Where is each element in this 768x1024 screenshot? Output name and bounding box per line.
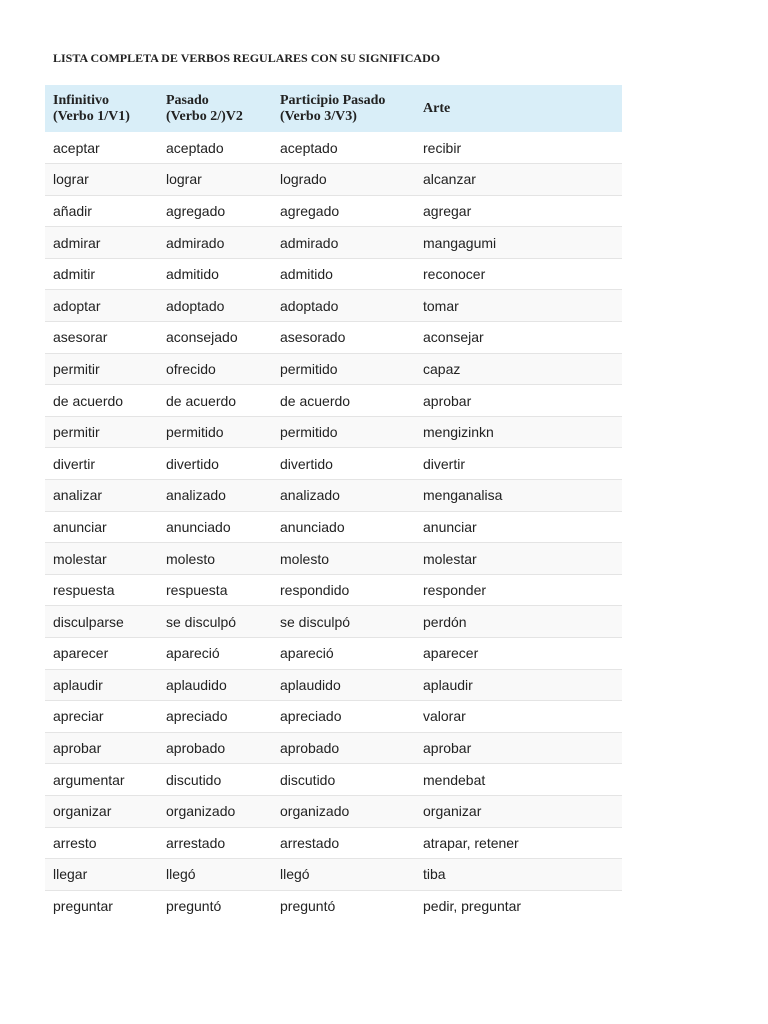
table-row bbox=[45, 353, 622, 385]
cell-pasado: organizado bbox=[166, 803, 236, 820]
cell-infinitivo: apreciar bbox=[53, 708, 104, 725]
header-arte-line-1: Arte bbox=[423, 100, 451, 116]
header-pasado bbox=[158, 85, 272, 132]
table-row bbox=[45, 195, 622, 227]
table-row bbox=[45, 132, 622, 164]
table-row bbox=[45, 732, 622, 764]
cell-infinitivo: asesorar bbox=[53, 329, 108, 346]
cell-infinitivo: permitir bbox=[53, 424, 100, 441]
cell-participio: se disculpó bbox=[280, 613, 351, 630]
table-row bbox=[45, 827, 622, 859]
cell-infinitivo: divertir bbox=[53, 455, 96, 472]
table-header bbox=[45, 85, 622, 132]
cell-pasado: molesto bbox=[166, 550, 216, 567]
table-row bbox=[45, 890, 622, 922]
table-row bbox=[45, 543, 622, 575]
cell-infinitivo: respuesta bbox=[53, 582, 115, 599]
table-row bbox=[45, 416, 622, 448]
cell-pasado: analizado bbox=[166, 487, 226, 504]
cell-arte: reconocer bbox=[423, 266, 486, 283]
cell-infinitivo: arresto bbox=[53, 834, 97, 851]
cell-pasado: admitido bbox=[166, 266, 219, 283]
table-row bbox=[45, 258, 622, 290]
cell-participio: analizado bbox=[280, 487, 340, 504]
cell-pasado: se disculpó bbox=[166, 613, 237, 630]
table-row bbox=[45, 511, 622, 543]
cell-infinitivo: aparecer bbox=[53, 645, 109, 662]
header-row bbox=[45, 85, 622, 132]
header-participio bbox=[272, 85, 415, 132]
cell-participio: discutido bbox=[280, 771, 336, 788]
cell-infinitivo: admirar bbox=[53, 234, 101, 251]
table-row bbox=[45, 385, 622, 417]
cell-infinitivo: añadir bbox=[53, 202, 92, 219]
cell-pasado: apareció bbox=[166, 645, 220, 662]
table-row bbox=[45, 764, 622, 796]
cell-arte: aplaudir bbox=[423, 676, 473, 693]
cell-arte: recibir bbox=[423, 139, 462, 156]
cell-pasado: aplaudido bbox=[166, 676, 227, 693]
cell-participio: admirado bbox=[280, 234, 339, 251]
cell-participio: anunciado bbox=[280, 518, 345, 535]
cell-pasado: discutido bbox=[166, 771, 222, 788]
cell-arte: agregar bbox=[423, 202, 472, 219]
cell-infinitivo: adoptar bbox=[53, 297, 101, 314]
table-row bbox=[45, 638, 622, 670]
cell-arte: molestar bbox=[423, 550, 477, 567]
cell-participio: llegó bbox=[280, 866, 310, 883]
cell-pasado: admirado bbox=[166, 234, 225, 251]
cell-pasado: aconsejado bbox=[166, 329, 238, 346]
cell-arte: atrapar, retener bbox=[423, 834, 519, 851]
cell-participio: arrestado bbox=[280, 834, 340, 851]
table-row bbox=[45, 448, 622, 480]
table-row bbox=[45, 290, 622, 322]
cell-arte: pedir, preguntar bbox=[423, 898, 522, 915]
table-row bbox=[45, 795, 622, 827]
cell-arte: mangagumi bbox=[423, 234, 497, 251]
table-row bbox=[45, 164, 622, 196]
cell-participio: asesorado bbox=[280, 329, 346, 346]
cell-participio: organizado bbox=[280, 803, 350, 820]
cell-participio: aprobado bbox=[280, 740, 340, 757]
cell-infinitivo: organizar bbox=[53, 803, 112, 820]
cell-participio: apreciado bbox=[280, 708, 342, 725]
table-row bbox=[45, 322, 622, 354]
cell-participio: admitido bbox=[280, 266, 333, 283]
cell-infinitivo: aplaudir bbox=[53, 676, 103, 693]
cell-participio: respondido bbox=[280, 582, 350, 599]
table-row bbox=[45, 859, 622, 891]
cell-arte: valorar bbox=[423, 708, 466, 725]
header-arte bbox=[415, 85, 622, 132]
cell-arte: divertir bbox=[423, 455, 466, 472]
header-participio-line-1: Participio Pasado bbox=[280, 92, 386, 108]
header-infinitivo bbox=[45, 85, 158, 132]
cell-arte: aparecer bbox=[423, 645, 479, 662]
cell-arte: perdón bbox=[423, 613, 467, 630]
cell-arte: aprobar bbox=[423, 392, 472, 409]
cell-participio: molesto bbox=[280, 550, 330, 567]
cell-arte: alcanzar bbox=[423, 171, 476, 188]
cell-infinitivo: argumentar bbox=[53, 771, 125, 788]
table-row bbox=[45, 606, 622, 638]
cell-pasado: aceptado bbox=[166, 139, 224, 156]
cell-pasado: ofrecido bbox=[166, 360, 216, 377]
cell-arte: menganalisa bbox=[423, 487, 503, 504]
table-row bbox=[45, 701, 622, 733]
cell-arte: responder bbox=[423, 582, 487, 599]
cell-pasado: aprobado bbox=[166, 740, 226, 757]
cell-pasado: permitido bbox=[166, 424, 224, 441]
cell-participio: apareció bbox=[280, 645, 334, 662]
header-pasado-line-2: (Verbo 2/)V2 bbox=[166, 108, 243, 124]
cell-participio: permitido bbox=[280, 424, 338, 441]
document-title: LISTA COMPLETA DE VERBOS REGULARES CON SU SIGNIFICADO bbox=[53, 51, 441, 65]
cell-participio: adoptado bbox=[280, 297, 339, 314]
cell-arte: mendebat bbox=[423, 771, 486, 788]
table-row bbox=[45, 574, 622, 606]
cell-infinitivo: anunciar bbox=[53, 518, 107, 535]
cell-participio: divertido bbox=[280, 455, 333, 472]
header-pasado-line-1: Pasado bbox=[166, 92, 209, 108]
cell-participio: logrado bbox=[280, 171, 327, 188]
cell-infinitivo: permitir bbox=[53, 360, 100, 377]
table-row bbox=[45, 669, 622, 701]
cell-arte: tiba bbox=[423, 866, 446, 883]
header-participio-line-2: (Verbo 3/V3) bbox=[280, 108, 357, 124]
cell-pasado: adoptado bbox=[166, 297, 225, 314]
cell-pasado: de acuerdo bbox=[166, 392, 237, 409]
header-infinitivo-line-2: (Verbo 1/V1) bbox=[53, 108, 130, 124]
cell-pasado: arrestado bbox=[166, 834, 226, 851]
cell-infinitivo: lograr bbox=[53, 171, 89, 188]
cell-participio: permitido bbox=[280, 360, 338, 377]
cell-arte: tomar bbox=[423, 297, 459, 314]
cell-infinitivo: disculparse bbox=[53, 613, 124, 630]
cell-pasado: llegó bbox=[166, 866, 196, 883]
header-infinitivo-line-1: Infinitivo bbox=[53, 92, 110, 108]
cell-pasado: apreciado bbox=[166, 708, 228, 725]
cell-participio: de acuerdo bbox=[280, 392, 351, 409]
cell-arte: mengizinkn bbox=[423, 424, 494, 441]
cell-infinitivo: molestar bbox=[53, 550, 107, 567]
cell-infinitivo: preguntar bbox=[53, 898, 113, 915]
cell-infinitivo: aceptar bbox=[53, 139, 100, 156]
cell-arte: aprobar bbox=[423, 740, 472, 757]
cell-arte: organizar bbox=[423, 803, 482, 820]
cell-infinitivo: admitir bbox=[53, 266, 96, 283]
cell-arte: anunciar bbox=[423, 518, 477, 535]
cell-pasado: lograr bbox=[166, 171, 202, 188]
cell-arte: aconsejar bbox=[423, 329, 484, 346]
cell-pasado: respuesta bbox=[166, 582, 228, 599]
cell-participio: preguntó bbox=[280, 898, 336, 915]
table-body bbox=[45, 132, 622, 922]
cell-infinitivo: aprobar bbox=[53, 740, 102, 757]
verbs-table bbox=[45, 85, 622, 922]
cell-pasado: anunciado bbox=[166, 518, 231, 535]
cell-pasado: preguntó bbox=[166, 898, 222, 915]
cell-participio: aplaudido bbox=[280, 676, 341, 693]
cell-infinitivo: analizar bbox=[53, 487, 103, 504]
cell-pasado: agregado bbox=[166, 202, 226, 219]
cell-participio: aceptado bbox=[280, 139, 338, 156]
cell-participio: agregado bbox=[280, 202, 340, 219]
table-row bbox=[45, 227, 622, 259]
table-row bbox=[45, 480, 622, 512]
cell-infinitivo: llegar bbox=[53, 866, 88, 883]
cell-infinitivo: de acuerdo bbox=[53, 392, 124, 409]
cell-pasado: divertido bbox=[166, 455, 219, 472]
cell-arte: capaz bbox=[423, 360, 461, 377]
